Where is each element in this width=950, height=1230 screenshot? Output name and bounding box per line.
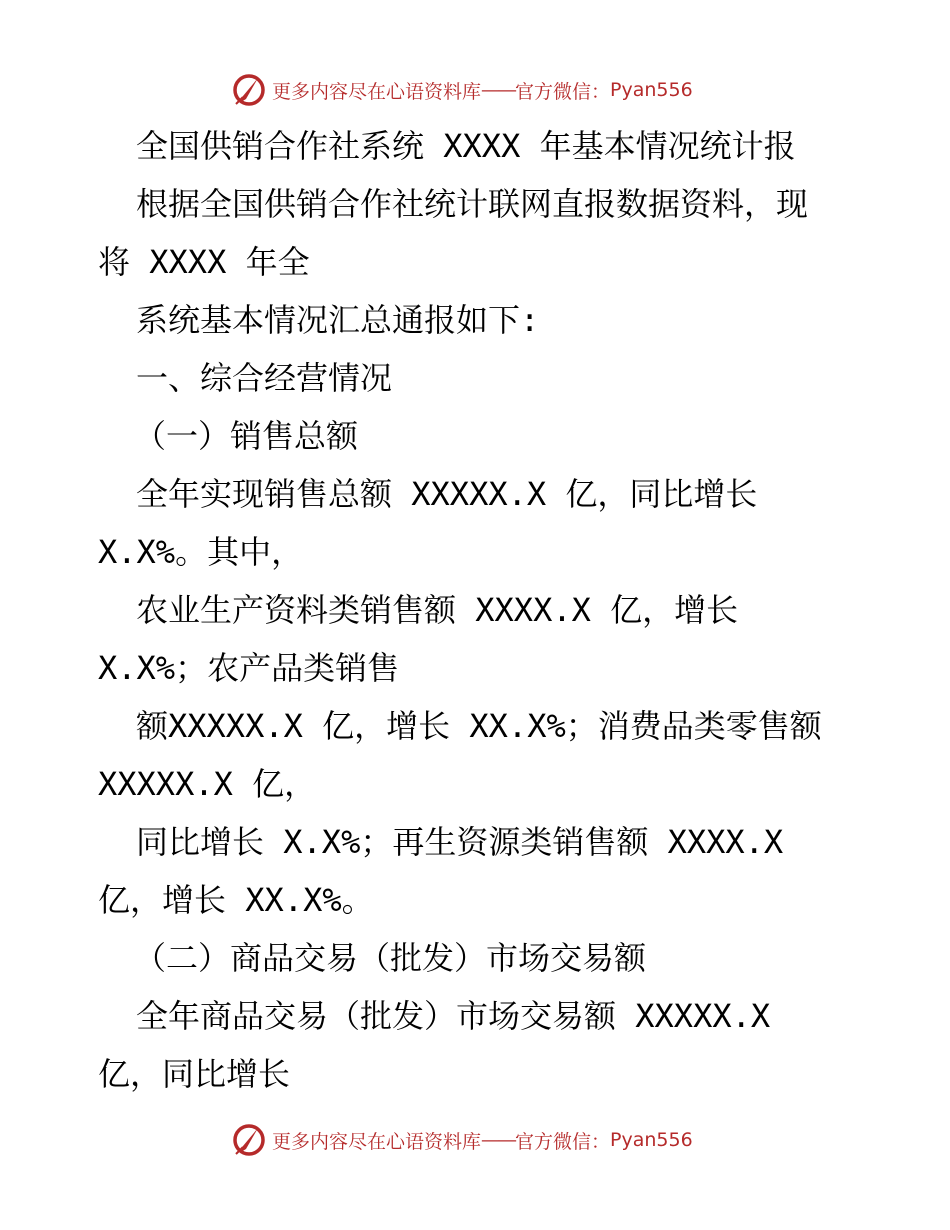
paragraph-line: XXXXX.X 亿， <box>98 765 317 803</box>
paragraph-line: 系统基本情况汇总通报如下: <box>136 301 540 339</box>
paragraph-line: 全年商品交易（批发）市场交易额 XXXXX.X <box>136 997 771 1035</box>
paragraph-line: 全年实现销售总额 XXXXX.X 亿，同比增长 <box>136 475 758 513</box>
paragraph-line: 亿，增长 XX.X%。 <box>98 881 374 919</box>
document-title: 全国供销合作社系统 XXXX 年基本情况统计报 <box>136 127 796 165</box>
paragraph-line: 同比增长 X.X%；再生资源类销售额 XXXX.X <box>136 823 784 861</box>
section-heading: 一、综合经营情况 <box>136 359 393 397</box>
subsection-heading: （一）销售总额 <box>134 417 359 455</box>
quill-pen-logo-icon <box>232 1123 266 1157</box>
watermark-contact-value: Pyan556 <box>610 1129 693 1151</box>
footer-watermark <box>232 1123 693 1157</box>
watermark-contact-value: Pyan556 <box>610 79 693 101</box>
subsection-heading: （二）商品交易（批发）市场交易额 <box>134 939 647 977</box>
header-watermark <box>232 73 693 107</box>
watermark-contact-label: 官方微信： <box>515 80 611 103</box>
paragraph-line: 亿，同比增长 <box>98 1055 291 1093</box>
paragraph-line: 农业生产资料类销售额 XXXX.X 亿，增长 <box>136 591 739 629</box>
quill-pen-logo-icon <box>232 73 266 107</box>
paragraph-line: 根据全国供销合作社统计联网直报数据资料，现 <box>136 185 809 223</box>
document-body <box>98 117 898 1103</box>
watermark-separator: —— <box>481 1129 516 1151</box>
watermark-separator: —— <box>481 79 516 101</box>
paragraph-line: X.X%。其中， <box>98 533 304 571</box>
watermark-brand-text: 更多内容尽在心语资料库 <box>272 1130 482 1153</box>
watermark-contact-label: 官方微信： <box>515 1130 611 1153</box>
paragraph-line: X.X%；农产品类销售 <box>98 649 400 687</box>
watermark-brand-text: 更多内容尽在心语资料库 <box>272 80 482 103</box>
paragraph-line: 额XXXXX.X 亿，增长 XX.X%；消费品类零售额 <box>136 707 822 745</box>
paragraph-line: 将 XXXX 年全 <box>98 243 310 281</box>
